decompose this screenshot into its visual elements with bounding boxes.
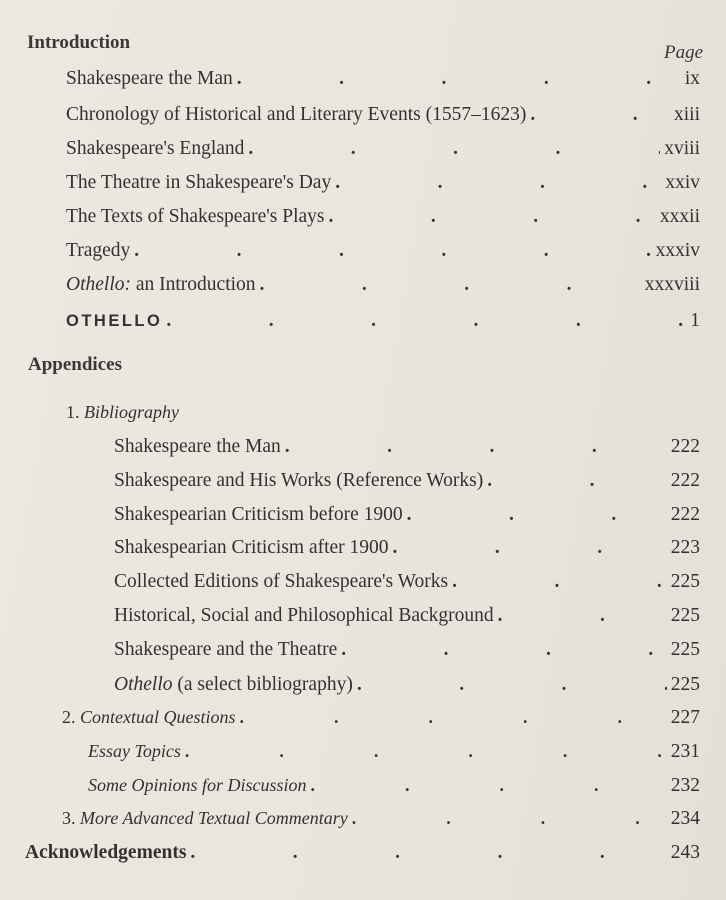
- toc-entry-textual-commentary: [62, 808, 700, 834]
- toc-entry-title: Shakespearian Criticism after 1900: [114, 537, 389, 558]
- toc-entry-page: 222: [670, 436, 700, 457]
- dot-leader: [407, 504, 667, 526]
- toc-entry-page: 234: [670, 808, 700, 829]
- toc-entry-page: 225: [670, 674, 700, 695]
- dot-leader: [393, 537, 667, 559]
- toc-entry: [66, 172, 700, 198]
- toc-entry-contextual-questions: [62, 707, 700, 733]
- dot-leader: [341, 639, 667, 661]
- toc-entry: [114, 605, 700, 631]
- dot-leader: [190, 842, 666, 864]
- toc-entry-title: Shakespeare the Man: [114, 436, 281, 457]
- section-number: 3.: [62, 808, 76, 828]
- toc-entry: [114, 639, 700, 665]
- dot-leader: [530, 104, 670, 126]
- bibliography-heading: [66, 402, 179, 423]
- section-label: Some Opinions for Discussion: [88, 775, 307, 795]
- toc-entry: [66, 274, 700, 300]
- title-remainder: (a select bibliography): [172, 674, 353, 695]
- toc-entry-page: 222: [670, 504, 700, 525]
- section-label: More Advanced Textual Commentary: [80, 808, 348, 828]
- toc-entry-title: [62, 707, 236, 728]
- toc-entry-title: Shakespeare's England: [66, 138, 245, 159]
- toc-entry: [66, 240, 700, 266]
- toc-entry-page: xxxii: [659, 206, 700, 227]
- toc-entry-page: ix: [684, 68, 700, 89]
- toc-entry-title: [88, 741, 181, 762]
- section-number: 2.: [62, 707, 76, 727]
- dot-leader: [260, 274, 641, 296]
- page-column-label: Page: [664, 42, 704, 63]
- toc-entry-title: Collected Editions of Shakespeare's Works: [114, 571, 449, 592]
- toc-entry-title: OTHELLO: [66, 312, 163, 330]
- dot-leader: [237, 68, 681, 90]
- dot-leader: [352, 808, 667, 829]
- dot-leader: [452, 571, 667, 593]
- toc-entry-page: 225: [670, 571, 700, 592]
- dot-leader: [285, 436, 667, 458]
- toc-entry: [66, 68, 700, 94]
- dot-leader: [134, 240, 651, 262]
- toc-entry-title: Tragedy: [66, 240, 131, 261]
- toc-entry: [114, 504, 700, 530]
- dot-leader: [185, 741, 667, 762]
- toc-entry-page: xiii: [673, 104, 700, 125]
- toc-entry-page: 243: [670, 842, 700, 863]
- toc-entry: [66, 206, 700, 232]
- dot-leader: [487, 470, 667, 492]
- toc-entry-title: [62, 808, 348, 829]
- toc-entry-page: xviii: [664, 138, 700, 159]
- toc-entry-page: 232: [670, 775, 700, 796]
- introduction-heading: Introduction: [27, 32, 131, 53]
- toc-entry-title: Acknowledgements: [25, 842, 187, 863]
- toc-entry: [114, 436, 700, 462]
- section-label: Bibliography: [84, 402, 179, 422]
- dot-leader: [357, 674, 667, 696]
- toc-entry: [114, 537, 700, 563]
- title-remainder: an Introduction: [130, 274, 256, 295]
- toc-entry-title: Historical, Social and Philosophical Background: [114, 605, 494, 626]
- toc-entry-page: 222: [670, 470, 700, 491]
- toc-entry-title: Shakespeare the Man: [66, 68, 233, 89]
- dot-leader: [248, 138, 660, 160]
- toc-entry: [114, 571, 700, 597]
- section-number: 1.: [66, 402, 80, 422]
- toc-entry-title: The Theatre in Shakespeare's Day: [66, 172, 332, 193]
- toc-entry-page: 1: [690, 310, 700, 331]
- dot-leader: [335, 172, 661, 194]
- appendices-heading: Appendices: [28, 354, 122, 375]
- toc-entry-title: [66, 274, 256, 296]
- toc-entry-page: xxxviii: [644, 274, 700, 295]
- italic-play-title: Othello: [114, 674, 173, 695]
- toc-entry-page: xxiv: [665, 172, 700, 193]
- toc-entry-page: 231: [670, 741, 700, 762]
- toc-entry: [114, 674, 700, 700]
- toc-entry-title: [88, 775, 307, 796]
- toc-entry-title: The Texts of Shakespeare's Plays: [66, 206, 325, 227]
- toc-entry: [66, 104, 700, 130]
- toc-entry: [114, 470, 700, 496]
- toc-entry: [66, 138, 700, 164]
- toc-entry-page: xxxiv: [655, 240, 700, 261]
- dot-leader: [240, 707, 667, 728]
- toc-entry-page: 223: [670, 537, 700, 558]
- toc-entry-title: Shakespearian Criticism before 1900: [114, 504, 403, 525]
- toc-entry-opinions: [88, 775, 700, 801]
- italic-play-title: Othello:: [66, 274, 131, 295]
- section-label: Contextual Questions: [80, 707, 236, 727]
- toc-entry-page: 225: [670, 605, 700, 626]
- toc-entry-title: [114, 674, 353, 696]
- toc-entry-title: Shakespeare and the Theatre: [114, 639, 338, 660]
- toc-entry-essay-topics: [88, 741, 700, 767]
- dot-leader: [166, 310, 686, 332]
- dot-leader: [311, 775, 667, 796]
- dot-leader: [328, 206, 655, 228]
- toc-entry-page: 225: [670, 639, 700, 660]
- toc-entry-acknowledgements: [25, 842, 700, 868]
- toc-entry-title: Shakespeare and His Works (Reference Works): [114, 470, 484, 491]
- toc-entry: [66, 310, 700, 336]
- section-label: Essay Topics: [88, 741, 181, 761]
- toc-entry-title: Chronology of Historical and Literary Events (1557–1623): [66, 104, 527, 125]
- dot-leader: [498, 605, 667, 627]
- toc-entry-page: 227: [670, 707, 700, 728]
